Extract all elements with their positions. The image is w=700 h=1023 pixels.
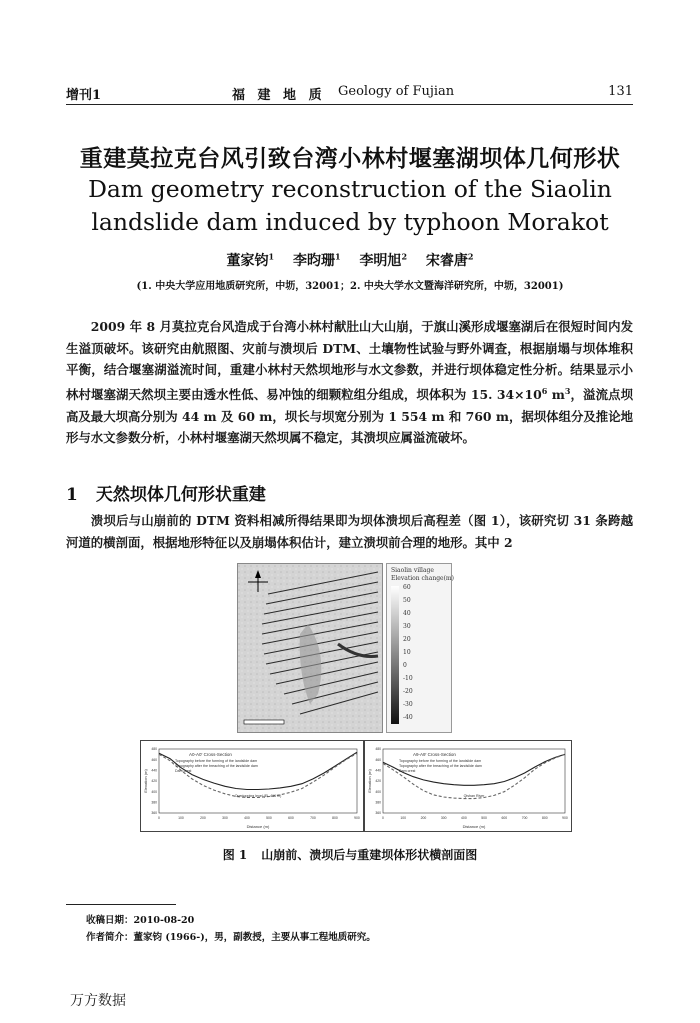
title-en-line1: Dam geometry reconstruction of the Siaolin (88, 175, 612, 203)
header-rule (66, 104, 633, 105)
legend-entry: Topography after the breaching of the landslide dam (399, 764, 482, 768)
section-title: 天然坝体几何形状重建 (95, 485, 266, 505)
issue-label: 增刊1 (66, 88, 102, 103)
y-tick-label: 400 (375, 789, 381, 794)
map-legend (386, 563, 452, 733)
abstract-unit: m (547, 386, 565, 402)
cross-section-chart-right (364, 740, 572, 832)
author-name: 宋睿唐 (425, 253, 468, 269)
x-tick-label: 400 (461, 816, 467, 820)
x-tick-label: 600 (288, 816, 294, 820)
abstract-text-2: ，溢流点坝高及最大坝高分别为 44 m 及 60 m，坝长与坝宽分别为 1 554 m 和 760 m，据坝体组分及推论地形与水文参数分析，小林村堰塞湖天然坝属不稳定，其溃坝应属溢流破坏。 (66, 386, 633, 446)
y-tick-label: 480 (151, 747, 157, 752)
abstract-text-1: 2009 年 8 月莫拉克台风造成于台湾小林村献肚山大山崩，于旗山溪形成堰塞湖后在很短时间内发生溢顶破坏。该研究由航照图、灾前与溃坝后 DTM、土壤物性试验与野外调查，根据崩塌与坝体堆积平衡，结合堰塞湖溢流时间，重建小林村天然坝地形与水文参数，并进行坝体稳定性分析。结果显示小林村堰塞湖天然坝主要由透水性低、易冲蚀的细颗粒组分组成，坝体积为 15. 34×10 (66, 319, 633, 402)
legend-entry: Dam crest (399, 769, 416, 773)
legend-value: 30 (403, 623, 411, 630)
title-en-line2: landslide dam induced by typhoon Morakot (91, 208, 609, 236)
author-list (0, 250, 700, 270)
x-axis-label: Distance (m) (246, 824, 270, 829)
author-bio: 董家钧 (1966-)，男，副教授，主要从事工程地质研究。 (133, 932, 376, 943)
legend-value: -30 (403, 701, 413, 708)
author-bio-label: 作者简介： (86, 932, 134, 943)
y-tick-label: 380 (151, 800, 157, 805)
section-number: 1 (66, 485, 78, 505)
author-name: 李明旭 (359, 253, 402, 269)
affiliations: (1. 中央大学应用地质研究所，中坜，32001；2. 中央大学水文暨海洋研究所，中坜，32001) (136, 281, 564, 292)
y-tick-label: 420 (375, 779, 381, 784)
x-tick-label: 900 (562, 816, 568, 820)
legend-value: 60 (403, 584, 411, 591)
scale-bar-icon (244, 720, 284, 724)
x-tick-label: 0 (382, 816, 384, 820)
journal-name-en: Geology of Fujian (338, 84, 455, 99)
x-tick-label: 500 (481, 816, 487, 820)
chart-title: A9-A9' Cross-Section (413, 752, 456, 757)
legend-value: 50 (403, 597, 411, 604)
x-tick-label: 100 (178, 816, 184, 820)
x-tick-label: 0 (158, 816, 160, 820)
x-tick-label: 700 (310, 816, 316, 820)
received-date-line (86, 912, 194, 926)
legend-title: Siaolin village (391, 567, 434, 574)
cross-section-right-svg (365, 741, 571, 831)
watermark: 万方数据 (70, 993, 126, 1009)
y-tick-label: 380 (375, 800, 381, 805)
y-tick-label: 460 (151, 757, 157, 762)
journal-name-cn: 福 建 地 质 (232, 88, 326, 103)
received-date: 2010-08-20 (133, 915, 195, 926)
abstract-exp-6: 6 (541, 385, 548, 396)
legend-entry: Topography before the forming of the landslide dam (399, 759, 482, 763)
legend-entry: Topography before the forming of the landslide dam (175, 759, 258, 763)
y-axis-label: Elevation (m) (367, 769, 372, 793)
title-cn: 重建莫拉克台风引致台湾小林村堰塞湖坝体几何形状 (79, 145, 621, 172)
received-label: 收稿日期： (86, 915, 134, 926)
author-bio-line (86, 929, 376, 943)
author-name: 李昀珊 (292, 253, 335, 269)
elevation-change-map (237, 563, 383, 733)
author-name: 董家钧 (226, 253, 269, 269)
section-paragraph: 溃坝后与山崩前的 DTM 资料相减所得结果即为坝体溃坝后高程差（图 1），该研究切 31 条跨越河道的横剖面，根据地形特征以及崩塌体积估计，建立溃坝前合理的地形。其中 2 (66, 513, 633, 550)
y-tick-label: 420 (151, 779, 157, 784)
map-svg (238, 564, 382, 732)
legend-entry: Dam crest (175, 769, 192, 773)
y-tick-label: 360 (375, 811, 381, 816)
abstract-paragraph (66, 316, 633, 449)
x-tick-label: 300 (222, 816, 228, 820)
y-tick-label: 360 (151, 811, 157, 816)
chart-title: A0-A0' Cross-Section (189, 752, 232, 757)
x-tick-label: 800 (332, 816, 338, 820)
legend-subtitle: Elevation change(m) (391, 575, 454, 582)
legend-value: 40 (403, 610, 411, 617)
legend-value: -20 (403, 688, 413, 695)
author-sup: 1 (334, 251, 341, 262)
y-tick-label: 460 (375, 757, 381, 762)
figure-caption (0, 846, 700, 863)
x-tick-label: 600 (501, 816, 508, 820)
abstract-exp-3: 3 (564, 385, 571, 396)
x-tick-label: 900 (354, 816, 360, 820)
author-sup: 2 (401, 251, 408, 262)
x-tick-label: 500 (266, 816, 272, 820)
author-sup: 1 (268, 251, 275, 262)
x-tick-label: 800 (541, 816, 548, 820)
x-tick-label: 200 (420, 816, 427, 820)
y-tick-label: 440 (151, 768, 157, 773)
cross-section-chart-left (140, 740, 364, 832)
chart-annotation: Overtopping level (EL 416 m) (234, 794, 282, 798)
legend-value: 20 (403, 636, 411, 643)
y-axis-label: Elevation (m) (143, 769, 148, 793)
x-tick-label: 400 (244, 816, 250, 820)
legend-color-ramp (391, 586, 399, 724)
section-heading (66, 480, 266, 505)
caption-label: 图 1 (222, 848, 248, 862)
x-tick-label: 200 (200, 816, 206, 820)
footnote-rule (66, 904, 176, 905)
page-number: 131 (608, 84, 633, 99)
y-tick-label: 440 (375, 768, 381, 773)
y-tick-label: 400 (151, 789, 157, 794)
x-axis-label: Distance (m) (462, 824, 486, 829)
x-tick-label: 300 (440, 816, 447, 820)
chart-annotation: Qishan River (463, 794, 485, 798)
y-tick-label: 480 (375, 747, 381, 752)
legend-value: -40 (403, 714, 413, 721)
legend-value: 10 (403, 649, 411, 656)
author-sup: 2 (467, 251, 474, 262)
x-tick-label: 700 (521, 816, 528, 820)
legend-value: -10 (403, 675, 413, 682)
cross-section-left-svg (141, 741, 363, 831)
legend-value: 0 (403, 662, 407, 669)
legend-entry: Topography after the breaching of the landslide dam (175, 764, 258, 768)
caption-text: 山崩前、溃坝后与重建坝体形状横剖面图 (261, 848, 478, 862)
x-tick-label: 100 (400, 816, 407, 820)
